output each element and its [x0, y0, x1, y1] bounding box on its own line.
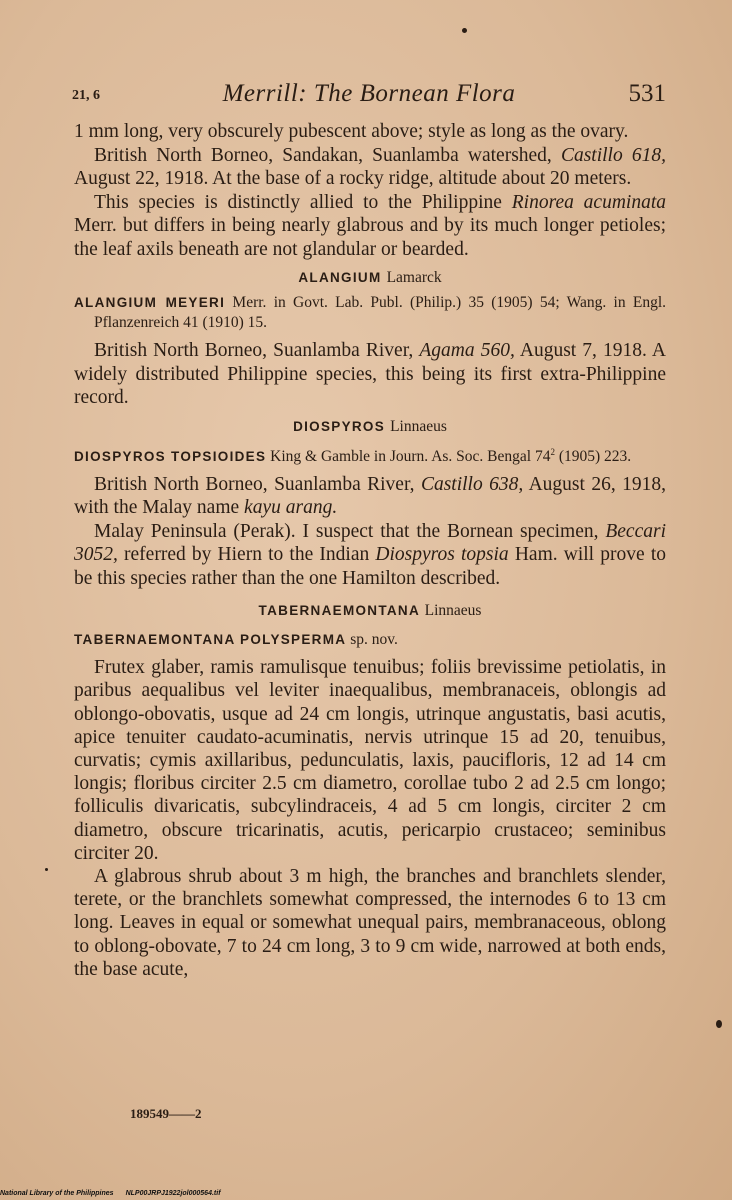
specimen-citation: Beccari 3052,	[74, 520, 666, 566]
species-name: Rinorea acuminata	[511, 191, 667, 213]
literature-citation: sp. nov.	[346, 631, 398, 649]
genus-heading	[74, 269, 666, 287]
english-description	[74, 865, 666, 981]
text-run: British North Borneo, Suanlamba River,	[94, 340, 420, 361]
literature-citation: Merr. in Govt. Lab. Publ. (Philip.) 35 (1905) 54; Wang. in Engl. Pflanzenreich 41 (1910) 15.	[94, 294, 667, 331]
volume-superscript: 2	[550, 446, 555, 457]
page-number: 531	[628, 80, 666, 107]
signature-mark: 189549——2	[130, 1106, 202, 1121]
volume-number: 21, 6	[72, 88, 100, 103]
genus-heading	[74, 602, 666, 620]
paragraph	[74, 144, 666, 191]
species-name: ALANGIUM MEYERI	[74, 295, 226, 310]
running-header	[72, 80, 666, 112]
scan-filename: NLP00JRPJ1922jol000564.tif	[125, 1190, 221, 1197]
paragraph	[74, 473, 666, 520]
running-title: Merrill: The Bornean Flora	[222, 80, 516, 107]
text-run: 1 mm long, very obscurely pubescent above; style as long as the ovary.	[74, 121, 629, 142]
text-run: British North Borneo, Suanlamba River,	[94, 473, 421, 495]
text-run: This species is distinctly allied to the Philippine	[94, 191, 512, 213]
specimen-citation: Castillo 638,	[420, 473, 524, 495]
text-run: August 7, 1918. A widely distributed Philippine species, this being its first extra-Philippine record.	[74, 340, 666, 408]
genus-author: Linnaeus	[390, 417, 447, 435]
ink-speck	[716, 1020, 722, 1028]
species-name: Diospyros topsia	[375, 544, 509, 566]
text-run: Ham. will prove to be this species rather than the one Hamilton described.	[74, 544, 666, 589]
text-run: August 22, 1918. At the base of a rocky ridge, altitude about 20 meters.	[74, 168, 632, 189]
species-entry	[74, 442, 666, 467]
paragraph	[74, 191, 666, 262]
specimen-citation: Agama 560,	[419, 340, 515, 361]
paragraph	[74, 120, 666, 144]
ink-speck	[45, 868, 48, 871]
species-entry	[74, 293, 666, 333]
genus-name: TABERNAEMONTANA	[258, 603, 420, 619]
text-run: A glabrous shrub about 3 m high, the branches and branchlets slender, terete, or the branchlets somewhat compressed, the internodes 6 to 13 cm long. Leaves in equal or somewhat unequal pairs, membranaceous, oblong to oblong-obovate, 7 to 24 cm long, 3 to 9 cm wide, narrowed at both ends, the base acute,	[74, 865, 666, 980]
paragraph	[74, 520, 666, 591]
library-name: National Library of the Philippines	[0, 1190, 114, 1197]
latin-description	[74, 656, 666, 865]
species-name: TABERNAEMONTANA POLYSPERMA	[74, 632, 347, 648]
literature-citation: (1905) 223.	[554, 447, 632, 465]
ink-speck	[462, 28, 467, 33]
species-entry	[74, 630, 666, 650]
text-run: referred by Hiern to the Indian	[117, 544, 376, 566]
vernacular-name: kayu arang.	[244, 497, 338, 519]
genus-name: DIOSPYROS	[293, 418, 386, 434]
specimen-citation: Castillo 618,	[560, 144, 666, 166]
text-run: Malay Peninsula (Perak). I suspect that the Bornean specimen,	[94, 520, 606, 542]
scan-caption	[0, 1190, 221, 1197]
genus-heading	[74, 418, 666, 436]
paragraph	[74, 339, 666, 410]
page-body	[74, 120, 666, 981]
genus-name: ALANGIUM	[298, 270, 382, 285]
text-run: August 26, 1918, with the Malay name	[74, 473, 666, 519]
text-run: British North Borneo, Sandakan, Suanlamba watershed,	[94, 144, 561, 166]
text-run: Frutex glaber, ramis ramulisque tenuibus; foliis brevissime petiolatis, in paribus aequalibus vel leviter inaequalibus, membranaceis, oblongis ad oblongo-obovatis, usque ad 24 cm longis, utrinque angustatis, basi acutis, apice tenuiter caudato-acuminatis, nervis utrinque 15 ad 20, tenuibus, curvatis; cymis axillaribus, pedunculatis, laxis, paucifloris, 12 ad 14 cm longis; floribus circiter 2.5 cm diametro, corollae tubo 2 ad 2.5 cm longo; folliculis divaricatis, subcylindraceis, 4 ad 5 cm longis, circiter 2 cm diametro, obscure tricarinatis, acutis, pericarpio crustaceo; seminibus circiter 20.	[74, 657, 666, 864]
text-run: Merr. but differs in being nearly glabrous and by its much longer petioles; the leaf axils beneath are not glandular or bearded.	[74, 215, 666, 260]
genus-author: Lamarck	[386, 269, 442, 286]
species-name: DIOSPYROS TOPSIOIDES	[74, 448, 267, 464]
genus-author: Linnaeus	[424, 602, 482, 620]
literature-citation: King & Gamble in Journ. As. Soc. Bengal 74	[266, 447, 551, 465]
